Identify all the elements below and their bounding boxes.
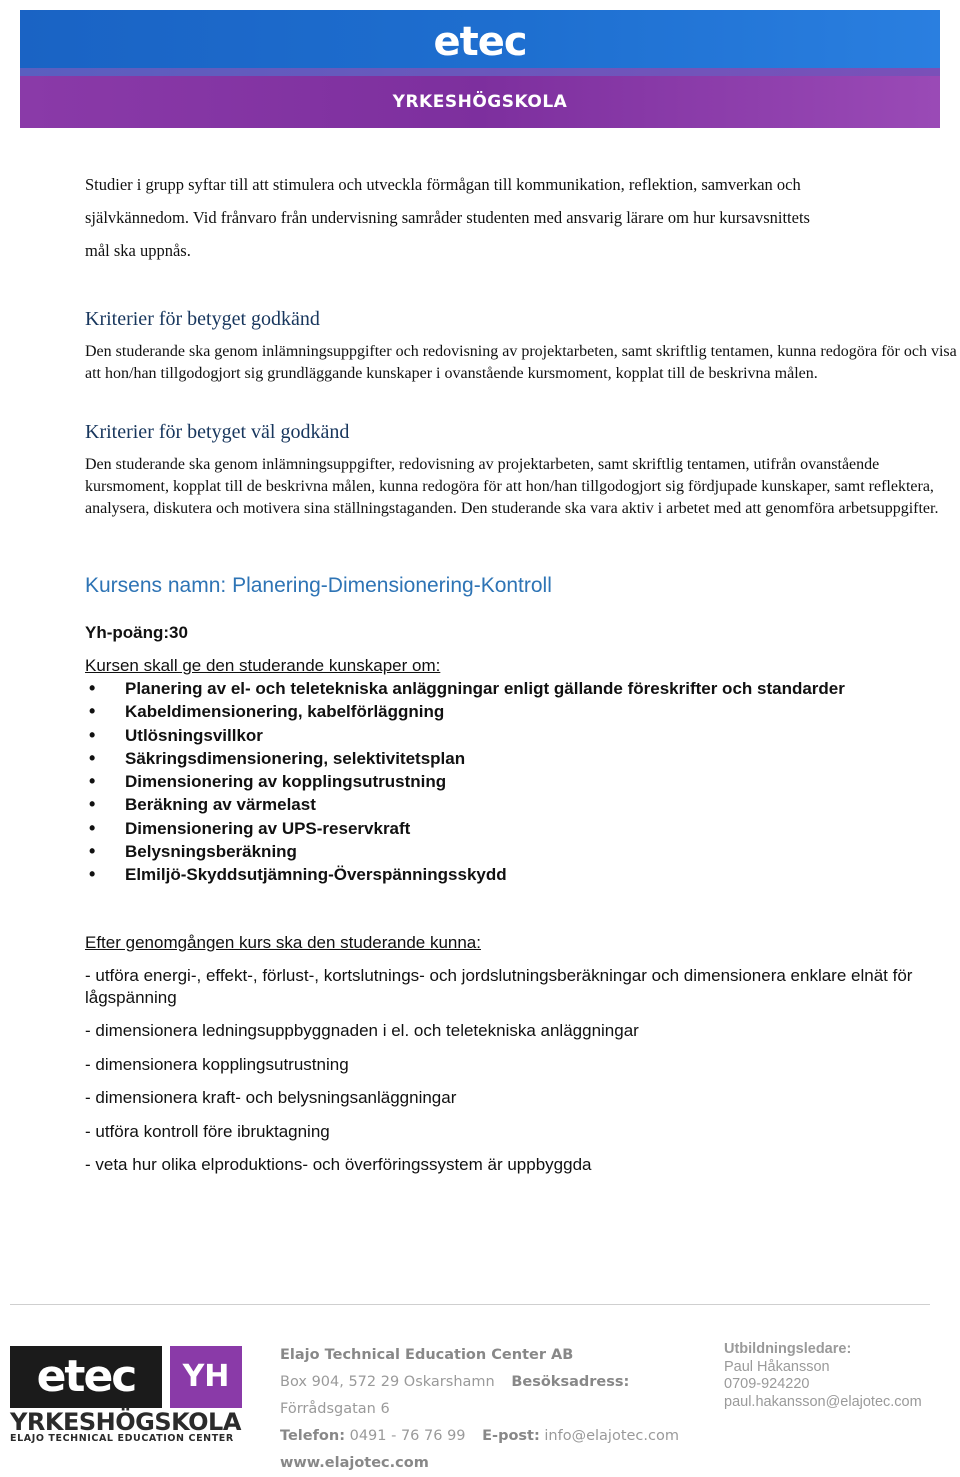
company-phone: 0491 - 76 76 99 bbox=[349, 1428, 466, 1444]
criteria-distinction-text: Den studerande ska genom inlämningsuppgifter, redovisning av projektarbeten, samt skriftlig tentamen, utifrån ovanstående kursmoment, kopplat till de beskrivna målen, kunna redogöra för att hon/han tillgodogjort sig fördjupade kunskaper, samt reflektera, analysera, diskutera och motivera sina ställningstaganden. Den studerande ska vara aktiv i arbetet med att genomföra arbetsuppgifter. bbox=[85, 456, 939, 517]
footer-etec-mark: etec bbox=[10, 1346, 162, 1408]
intro-line: mål ska uppnås. bbox=[85, 241, 191, 260]
company-email[interactable]: info@elajotec.com bbox=[544, 1428, 679, 1444]
footer-leader bbox=[724, 1341, 954, 1411]
outcome-item: - dimensionera ledningsuppbyggnaden i el. och teletekniska anläggningar bbox=[85, 1021, 639, 1041]
criteria-distinction-heading: Kriterier för betyget väl godkänd bbox=[85, 421, 350, 443]
banner-divider bbox=[20, 68, 940, 76]
company-website[interactable]: www.elajotec.com bbox=[280, 1455, 429, 1471]
visit-label: Besöksadress: bbox=[511, 1374, 630, 1390]
leader-email[interactable]: paul.hakansson@elajotec.com bbox=[724, 1393, 922, 1410]
list-item: • Planering av el- och teletekniska anläggningar enligt gällande föreskrifter och standarder bbox=[85, 677, 957, 700]
outcome-item: - utföra energi-, effekt-, förlust-, kortslutnings- och jordslutningsberäkningar och dimensionera enklare elnät för lågspänning bbox=[85, 965, 913, 1007]
footer-center-name: ELAJO TECHNICAL EDUCATION CENTER bbox=[10, 1433, 234, 1444]
box-address: Box 904, 572 29 Oskarshamn bbox=[280, 1374, 495, 1390]
list-item: • Utlösningsvillkor bbox=[85, 724, 957, 747]
intro-line: självkännedom. Vid frånvaro från undervisning samråder studenten med ansvarig lärare om hur kursavsnittets bbox=[85, 208, 810, 227]
document-body bbox=[85, 168, 957, 1188]
leader-phone: 0709-924220 bbox=[724, 1376, 810, 1392]
leader-name: Paul Håkansson bbox=[724, 1358, 830, 1375]
footer-school-name: YRKESHÖGSKOLA bbox=[10, 1408, 241, 1436]
list-item: • Beräkning av värmelast bbox=[85, 793, 957, 816]
footer-divider bbox=[10, 1304, 930, 1305]
list-item: • Säkringsdimensionering, selektivitetsplan bbox=[85, 747, 957, 770]
criteria-pass-text: Den studerande ska genom inlämningsuppgifter och redovisning av projektarbeten, samt skriftlig tentamen, kunna redogöra för och visa att hon/han tillgodogjort sig grundläggande kunskaper i ovanstående kursmoment, kopplat till de beskrivna målen. bbox=[85, 343, 957, 382]
footer-contact bbox=[280, 1342, 720, 1477]
course-points: Yh-poäng:30 bbox=[85, 623, 188, 642]
outcome-item: - dimensionera kraft- och belysningsanläggningar bbox=[85, 1088, 457, 1108]
criteria-pass-heading: Kriterier för betyget godkänd bbox=[85, 308, 320, 330]
knowledge-heading: Kursen skall ge den studerande kunskaper om: bbox=[85, 656, 441, 675]
outcome-item: - veta hur olika elproduktions- och överföringssystem är uppbyggda bbox=[85, 1155, 592, 1175]
leader-label: Utbildningsledare: bbox=[724, 1341, 852, 1357]
list-item: • Dimensionering av UPS-reservkraft bbox=[85, 817, 957, 840]
course-title: Kursens namn: Planering-Dimensionering-Kontroll bbox=[85, 574, 552, 597]
email-label: E-post: bbox=[482, 1428, 540, 1444]
list-item: • Elmiljö-Skyddsutjämning-Överspänningsskydd bbox=[85, 863, 957, 886]
school-name: YRKESHÖGSKOLA bbox=[392, 92, 568, 112]
list-item: • Dimensionering av kopplingsutrustning bbox=[85, 770, 957, 793]
intro-line: Studier i grupp syftar till att stimulera och utveckla förmågan till kommunikation, reflektion, samverkan och bbox=[85, 175, 801, 194]
company-name: Elajo Technical Education Center AB bbox=[280, 1347, 574, 1363]
list-item: • Belysningsberäkning bbox=[85, 840, 957, 863]
etec-logo: etec bbox=[433, 19, 527, 65]
list-item: • Kabeldimensionering, kabelförläggning bbox=[85, 700, 957, 723]
header-banner bbox=[20, 10, 940, 128]
knowledge-list bbox=[85, 677, 957, 887]
visit-address: Förrådsgatan 6 bbox=[280, 1401, 390, 1417]
outcome-item: - dimensionera kopplingsutrustning bbox=[85, 1054, 349, 1074]
outcomes-heading: Efter genomgången kurs ska den studerande kunna: bbox=[85, 932, 481, 952]
outcome-item: - utföra kontroll före ibruktagning bbox=[85, 1121, 330, 1141]
footer-yh-mark: YH bbox=[170, 1346, 242, 1408]
phone-label: Telefon: bbox=[280, 1428, 345, 1444]
footer-logo bbox=[10, 1346, 242, 1444]
